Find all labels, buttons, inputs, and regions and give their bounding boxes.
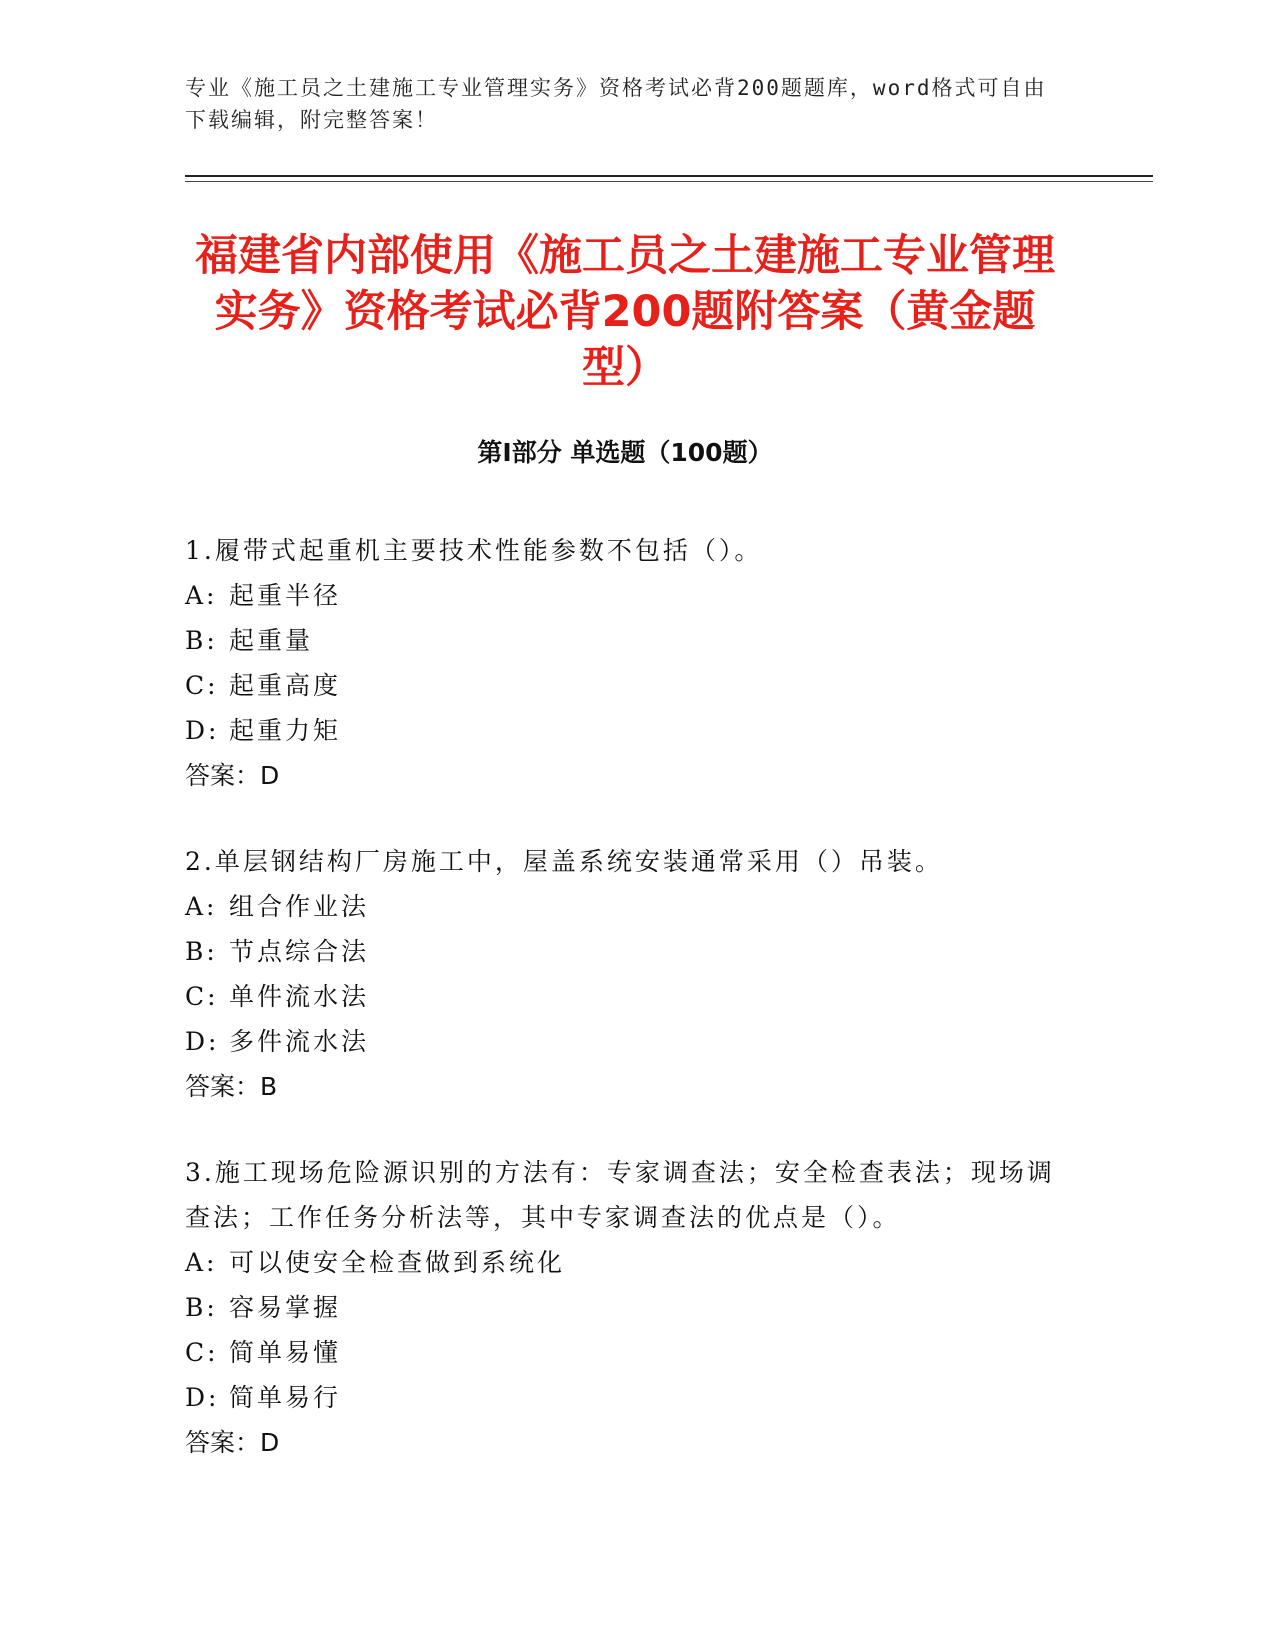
answer-value: D <box>260 1428 280 1457</box>
option-text: 可以使安全检查做到系统化 <box>229 1248 566 1277</box>
question-1 <box>185 528 1065 798</box>
option-b <box>185 929 1065 974</box>
option-a <box>185 573 1065 618</box>
option-text: 起重半径 <box>229 581 342 610</box>
document-title: 福建省内部使用《施工员之土建施工专业管理实务》资格考试必背200题附答案（黄金题型） <box>195 231 1055 393</box>
answer-prefix: 答案： <box>185 1072 261 1101</box>
option-text: 节点综合法 <box>229 937 370 966</box>
option-label: B: <box>185 937 218 966</box>
option-label: D: <box>185 1027 220 1056</box>
question-stem: 1.履带式起重机主要技术性能参数不包括（）。 <box>185 536 763 565</box>
option-d <box>185 1375 1065 1420</box>
option-label: D: <box>185 1383 220 1412</box>
option-d <box>185 1019 1065 1064</box>
header-note: 专业《施工员之土建施工专业管理实务》资格考试必背200题题库，word格式可自由下载编辑，附完整答案！ <box>185 76 1047 132</box>
option-text: 单件流水法 <box>229 982 370 1011</box>
option-label: B: <box>185 626 218 655</box>
option-label: A: <box>185 892 218 921</box>
question-2 <box>185 839 1065 1109</box>
option-b <box>185 618 1065 663</box>
option-label: D: <box>185 716 220 745</box>
option-text: 起重量 <box>229 626 314 655</box>
option-c <box>185 663 1065 708</box>
answer-line <box>185 1420 1065 1465</box>
answer-line <box>185 1064 1065 1109</box>
header-divider-thin <box>185 181 1153 182</box>
option-text: 简单易行 <box>229 1383 342 1412</box>
option-text: 简单易懂 <box>229 1338 342 1367</box>
question-3 <box>185 1150 1065 1465</box>
option-label: C: <box>185 982 219 1011</box>
question-list <box>185 528 1065 1506</box>
option-a <box>185 884 1065 929</box>
answer-value: D <box>260 761 280 790</box>
option-text: 组合作业法 <box>229 892 370 921</box>
question-stem: 2.单层钢结构厂房施工中，屋盖系统安装通常采用（）吊装。 <box>185 847 943 876</box>
option-text: 容易掌握 <box>229 1293 342 1322</box>
option-c <box>185 1330 1065 1375</box>
option-b <box>185 1285 1065 1330</box>
option-label: A: <box>185 581 218 610</box>
answer-prefix: 答案： <box>185 761 261 790</box>
option-d <box>185 708 1065 753</box>
option-text: 多件流水法 <box>229 1027 370 1056</box>
option-label: A: <box>185 1248 218 1277</box>
option-text: 起重力矩 <box>229 716 342 745</box>
option-label: C: <box>185 671 219 700</box>
option-text: 起重高度 <box>229 671 342 700</box>
option-a <box>185 1240 1065 1285</box>
answer-prefix: 答案： <box>185 1428 261 1457</box>
answer-value: B <box>260 1072 278 1101</box>
header-divider-thick <box>185 175 1153 177</box>
option-label: C: <box>185 1338 219 1367</box>
option-c <box>185 974 1065 1019</box>
section-heading: 第I部分 单选题（100题） <box>477 438 773 467</box>
answer-line <box>185 753 1065 798</box>
question-stem: 3.施工现场危险源识别的方法有：专家调查法；安全检查表法；现场调查法；工作任务分析法等，其中专家调查法的优点是（）。 <box>185 1158 1055 1232</box>
option-label: B: <box>185 1293 218 1322</box>
